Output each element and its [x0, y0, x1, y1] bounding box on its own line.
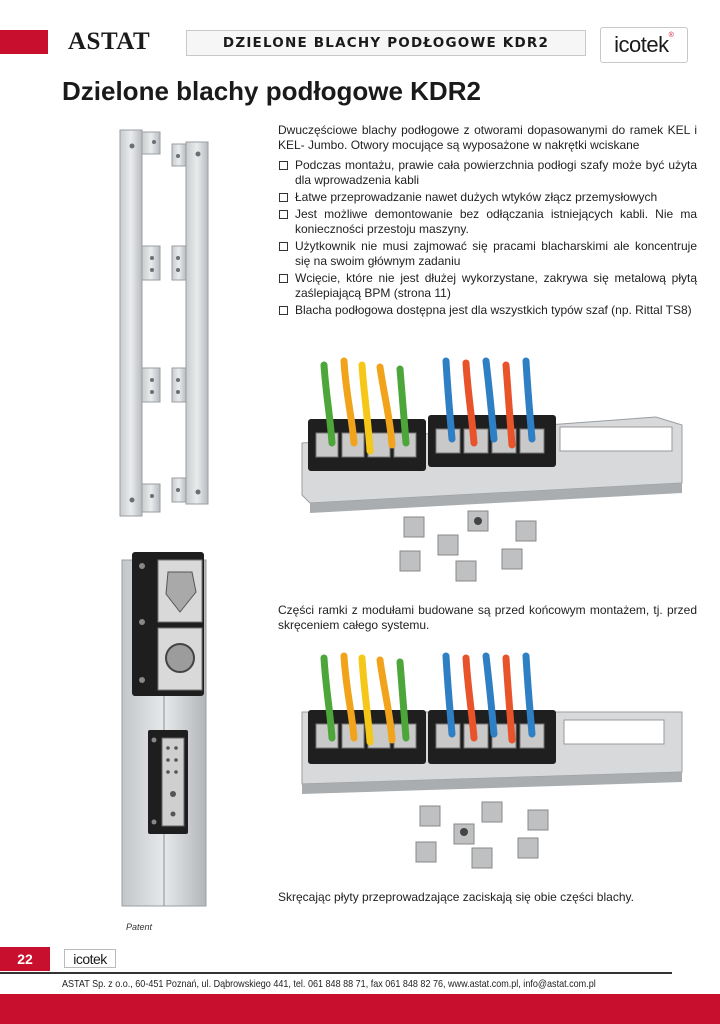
section-title: DZIELONE BLACHY PODŁOGOWE KDR2 — [222, 35, 550, 51]
checkbox-icon — [279, 306, 288, 315]
list-item: Jest możliwe demontowanie bez odłączania istniejących kabli. Nie ma konieczności przestoju maszyny. — [278, 207, 697, 237]
frame-with-cables-photo-2 — [296, 650, 686, 880]
footer-icotek-logo — [64, 949, 116, 968]
caption-bottom: Skręcając płyty przeprowadzające zaciskają się obie części blachy. — [278, 890, 634, 904]
page-number: 22 — [0, 947, 50, 971]
split-plates-photo — [108, 128, 218, 520]
header-red-bar — [0, 30, 48, 54]
footer-logo-text: icotek — [73, 950, 107, 967]
footer-divider — [0, 972, 672, 974]
icotek-logo-text: icotek — [614, 32, 669, 57]
checkbox-icon — [279, 193, 288, 202]
list-item: Blacha podłogowa dostępna jest dla wszystkich typów szaf (np. Rittal TS8) — [278, 303, 697, 318]
checkbox-icon — [279, 210, 288, 219]
plate-with-frames-photo — [118, 550, 210, 910]
checkbox-icon — [279, 274, 288, 283]
list-item: Podczas montażu, prawie cała powierzchnia podłogi szafy może być użyta dla wprowadzenia kabli — [278, 158, 697, 188]
footer-address: ASTAT Sp. z o.o., 60-451 Poznań, ul. Dąbrowskiego 441, tel. 061 848 88 71, fax 061 848 82 76, www.astat.com.pl, info@astat.com.pl — [62, 978, 596, 990]
list-item: Wcięcie, które nie jest dłużej wykorzystane, zakrywa się metalową płytą zaślepiającą BPM (strona 11) — [278, 271, 697, 301]
intro-text: Dwuczęściowe blachy podłogowe z otworami dopasowanymi do ramek KEL i KEL- Jumbo. Otwory mocujące są wyposażone w nakrętki wciskane — [278, 123, 697, 152]
page-title: Dzielone blachy podłogowe KDR2 — [62, 76, 481, 106]
astat-logo: ASTAT — [68, 28, 151, 55]
section-title-box — [186, 30, 586, 56]
caption-middle: Części ramki z modułami budowane są przed końcowym montażem, tj. przed skręceniem całego systemu. — [278, 603, 697, 632]
footer-red-bar — [0, 994, 720, 1024]
list-item: Łatwe przeprowadzanie nawet dużych wtyków złącz przemysłowych — [278, 190, 697, 205]
checkbox-icon — [279, 242, 288, 251]
checkbox-icon — [279, 161, 288, 170]
list-item: Użytkownik nie musi zajmować się pracami blacharskimi ale koncentruje się na swoim głównym zadaniu — [278, 239, 697, 269]
icotek-logo: icotek ® — [600, 27, 688, 63]
patent-label: Patent — [126, 922, 153, 932]
frame-with-cables-photo-1 — [296, 355, 686, 585]
feature-list — [278, 158, 697, 320]
